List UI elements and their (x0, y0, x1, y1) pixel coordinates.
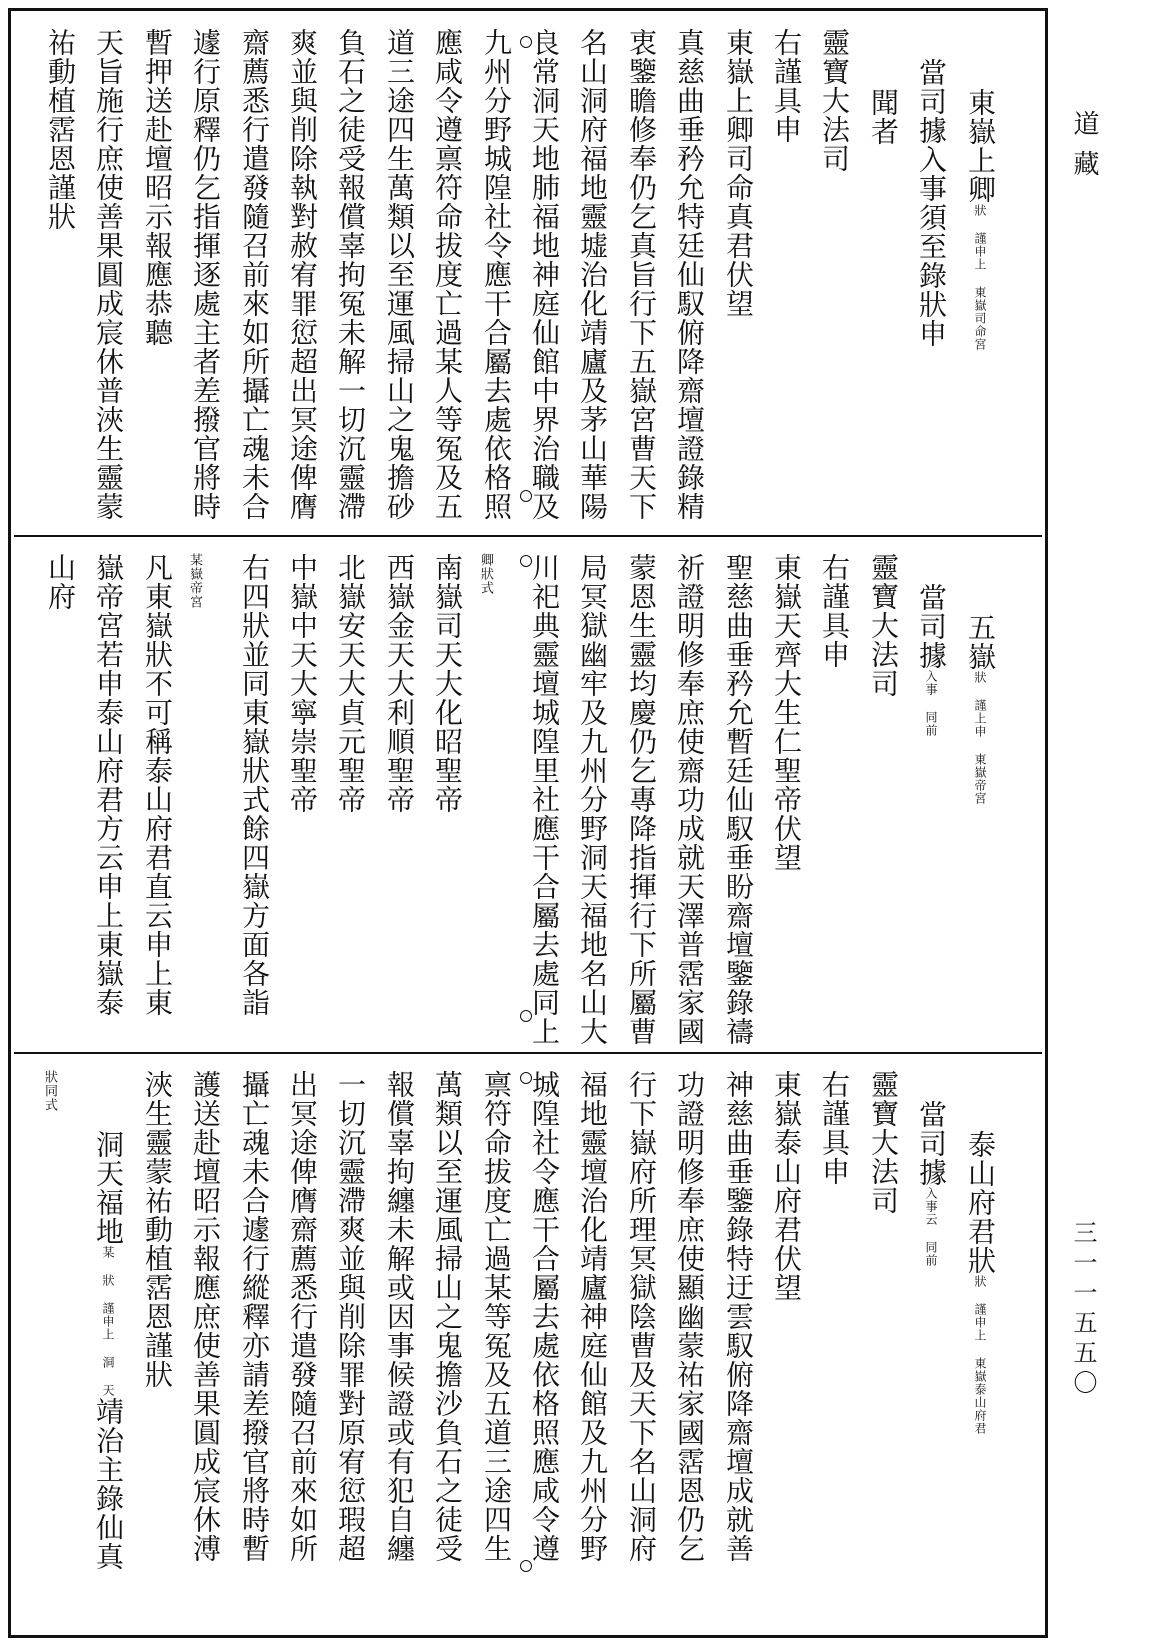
text-column (179, 1070, 222, 1563)
text-column (421, 1070, 464, 1563)
column-text: 當司據 (915, 1100, 948, 1187)
column-text: 暫押送赴壇昭示報應恭聽 (141, 28, 174, 347)
text-column (615, 553, 658, 1046)
text-column (566, 553, 609, 1046)
text-column (518, 1070, 561, 1563)
column-text: 靈寶大法司 (867, 1070, 900, 1215)
column-text: 川祀典靈壇城隍里社應干合屬去處同上 (528, 553, 561, 1046)
text-column (905, 583, 948, 737)
column-text: 當司據入事須至錄狀申 (915, 58, 948, 348)
column-text: 天旨施行庶使善果圓成宸休普浹生靈蒙 (92, 28, 125, 521)
collection-title: 道藏 (1069, 110, 1099, 190)
column-text: 城隍社令應干合屬去處依格照應咸令遵 (528, 1070, 561, 1563)
text-column (663, 553, 706, 1046)
column-text: 真慈曲垂矜允特廷仙馭俯降齋壇證錄精 (673, 28, 706, 521)
text-column (518, 553, 561, 1046)
interlinear-note: 入事 同前 (924, 670, 938, 737)
column-text: 遽行原釋仍乞指揮逐處主者差撥官將時 (189, 28, 222, 521)
text-column (615, 28, 658, 521)
text-column (373, 1070, 416, 1563)
punctuation-circle (520, 1072, 532, 1084)
register-middle (14, 539, 1042, 1054)
text-column (34, 553, 77, 611)
register-bottom (14, 1056, 1042, 1632)
punctuation-circle (520, 1560, 532, 1572)
text-column (373, 553, 416, 814)
text-column (760, 28, 803, 144)
column-text: 蒙恩生靈均慶仍乞專降指揮行下所屬曹 (625, 553, 658, 1046)
column-text: 聞者 (867, 88, 900, 146)
column-text: 聖慈曲垂矜允暫廷仙馭垂盼齋壇鑒錄禱 (722, 553, 755, 1046)
text-column (566, 1070, 609, 1563)
column-text: 護送赴壇昭示報應庶使善果圓成宸休溥 (189, 1070, 222, 1563)
column-text: 道三途四生萬類以至運風掃山之鬼擔砂 (383, 28, 416, 521)
column-text: 攝亡魂未合遽行縱釋亦請差撥官將時暫 (238, 1070, 271, 1563)
column-text: 北嶽安天大貞元聖帝 (334, 553, 367, 814)
column-text: 萬類以至運風掃山之鬼擔沙負石之徒受 (431, 1070, 464, 1563)
text-column (954, 1130, 997, 1435)
text-column (179, 553, 201, 609)
text-column (470, 28, 513, 521)
column-text: 爽並與削除執對赦宥罪愆超出冥途俾膺 (286, 28, 319, 521)
text-column (470, 553, 492, 595)
text-column (760, 553, 803, 872)
column-text: 右謹具申 (818, 1070, 851, 1186)
interlinear-note: 狀 謹申上 東嶽泰山府君 (973, 1275, 987, 1435)
text-column (905, 1100, 948, 1267)
column-text: 祈證明修奉庶使齋功成就天澤普霑家國 (673, 553, 706, 1046)
text-column (712, 553, 755, 1046)
column-text: 卿狀式 (478, 553, 493, 595)
text-column (857, 88, 900, 146)
text-column (228, 1070, 271, 1563)
column-text: 祐動植霑恩謹狀 (44, 28, 77, 231)
text-column (808, 28, 851, 173)
punctuation-circle (520, 555, 532, 567)
column-text: 報償辜拘纏未解或因事候證或有犯自纏 (383, 1070, 416, 1563)
column-text: 靈寶大法司 (818, 28, 851, 173)
column-text: 山府 (44, 553, 77, 611)
interlinear-note: 某 狀 謹申上 洞 天 (101, 1246, 115, 1397)
column-text: 右謹具申 (770, 28, 803, 144)
column-text: 當司據 (915, 583, 948, 670)
text-column (131, 553, 174, 1017)
text-column (324, 28, 367, 521)
column-text: 中嶽中天大寧崇聖帝 (286, 553, 319, 814)
column-text: 東嶽天齊大生仁聖帝伏望 (770, 553, 803, 872)
column-text: 齋薦悉行遣發隨召前來如所攝亡魂未合 (238, 28, 271, 521)
column-text: 西嶽金天大利順聖帝 (383, 553, 416, 814)
text-column (34, 1070, 56, 1112)
text-column (228, 28, 271, 521)
column-text: 右四狀並同東嶽狀式餘四嶽方面各詣 (238, 553, 271, 1017)
text-column (82, 1130, 125, 1571)
text-column (82, 553, 125, 1017)
punctuation-circle (520, 490, 532, 502)
text-column (421, 28, 464, 521)
column-text: 一切沉靈滯爽並與削除罪對原宥愆瑕超 (334, 1070, 367, 1563)
column-text: 五嶽 (964, 613, 997, 671)
column-text: 功證明修奉庶使顯幽蒙祐家國霑恩仍乞 (673, 1070, 706, 1563)
punctuation-circle (520, 36, 532, 48)
column-text: 禀符命拔度亡過某等冤及五道三途四生 (480, 1070, 513, 1563)
text-column (324, 553, 367, 814)
column-text: 衷鑒瞻修奉仍乞真旨行下五嶽宮曹天下 (625, 28, 658, 521)
text-column (324, 1070, 367, 1563)
text-column (663, 28, 706, 521)
column-text: 泰山府君狀 (964, 1130, 997, 1275)
column-text: 良常洞天地肺福地神庭仙館中界治職及 (528, 28, 561, 521)
text-column (276, 1070, 319, 1563)
text-column (663, 1070, 706, 1563)
column-text: 狀同式 (42, 1070, 57, 1112)
page-number: 三一一五五〇 (1069, 1220, 1097, 1400)
column-text: 東嶽泰山府君伏望 (770, 1070, 803, 1302)
text-column (615, 1070, 658, 1563)
text-column (954, 613, 997, 805)
punctuation-circle (520, 1010, 532, 1022)
column-text: 凡東嶽狀不可稱泰山府君直云申上東 (141, 553, 174, 1017)
column-text: 某嶽帝宮 (187, 553, 202, 609)
column-text: 局冥獄幽牢及九州分野洞天福地名山大 (576, 553, 609, 1046)
register-top (14, 14, 1042, 537)
text-column (179, 28, 222, 521)
text-column (82, 28, 125, 521)
text-column (131, 1070, 174, 1389)
column-text: 嶽帝宮若申泰山府君方云申上東嶽泰 (92, 553, 125, 1017)
page-frame (8, 8, 1048, 1638)
column-text: 南嶽司天大化昭聖帝 (431, 553, 464, 814)
column-text: 應咸令遵禀符命拔度亡過某人等冤及五 (431, 28, 464, 521)
text-column (566, 28, 609, 521)
text-column (276, 28, 319, 521)
column-text: 神慈曲垂鑒錄特迂雲馭俯降齋壇成就善 (722, 1070, 755, 1563)
interlinear-note: 入事云 同前 (924, 1187, 938, 1267)
column-text: 靈寶大法司 (867, 553, 900, 698)
text-column (760, 1070, 803, 1302)
column-text: 出冥途俾膺齋薦悉行遣發隨召前來如所 (286, 1070, 319, 1563)
column-text: 洞天福地 (92, 1130, 125, 1246)
column-text: 東嶽上卿 (964, 88, 997, 204)
text-column (954, 88, 997, 351)
text-column (518, 28, 561, 521)
text-column (228, 553, 271, 1017)
column-text: 右謹具申 (818, 553, 851, 669)
text-column (421, 553, 464, 814)
text-column (857, 553, 900, 698)
text-column (808, 1070, 851, 1186)
text-column (808, 553, 851, 669)
text-column (857, 1070, 900, 1215)
text-column (712, 1070, 755, 1563)
column-text: 負石之徒受報償辜拘冤未解一切沉靈滯 (334, 28, 367, 521)
text-column (373, 28, 416, 521)
column-text: 福地靈壇治化靖廬神庭仙館及九州分野 (576, 1070, 609, 1563)
interlinear-note: 狀 謹申上 東嶽司命宮 (973, 204, 987, 351)
text-column (131, 28, 174, 347)
text-column (712, 28, 755, 318)
column-text: 名山洞府福地靈墟治化靖廬及茅山華陽 (576, 28, 609, 521)
column-text: 行下嶽府所理冥獄陰曹及天下名山洞府 (625, 1070, 658, 1563)
column-text: 九州分野城隍社令應干合屬去處依格照 (480, 28, 513, 521)
column-text: 浹生靈蒙祐動植霑恩謹狀 (141, 1070, 174, 1389)
text-column (470, 1070, 513, 1563)
text-column (276, 553, 319, 814)
column-tail: 靖治主錄仙真 (92, 1397, 125, 1571)
interlinear-note: 狀 謹上申 東嶽帝宮 (973, 671, 987, 805)
column-text: 東嶽上卿司命真君伏望 (722, 28, 755, 318)
text-column (905, 58, 948, 348)
text-column (34, 28, 77, 231)
